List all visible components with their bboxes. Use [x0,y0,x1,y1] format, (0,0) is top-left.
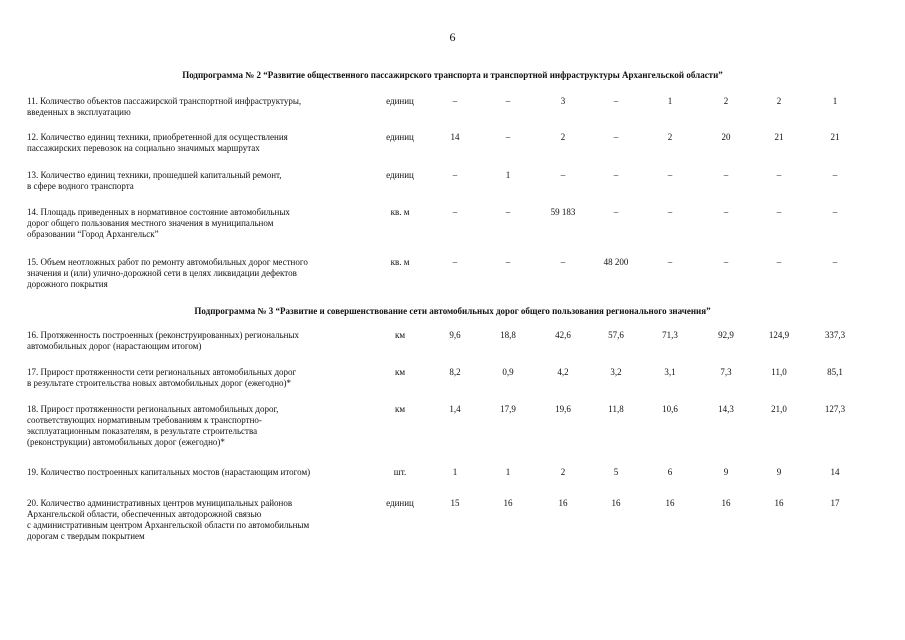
value-cell: 17 [830,498,840,508]
value-cell: – [723,257,729,267]
value-cell: 59 183 [550,207,576,217]
value-cell: – [667,207,673,217]
value-cell: 16 [721,498,731,508]
indicator-description: 20. Количество административных центров муниципальных районов Архангельской области, обеспеченных автодорожной связью с административным центром Архангельской области по автомобильным дорогам с твердым покрытием [27,498,310,541]
value-cell: – [723,207,729,217]
value-cell: 11,0 [771,367,787,377]
value-cell: 1 [667,96,673,106]
unit-cell: км [394,367,406,377]
value-cell: 14 [830,467,840,477]
value-cell: 9 [776,467,782,477]
value-cell: – [452,207,458,217]
indicator-description: 12. Количество единиц техники, приобретенной для осуществления пассажирских перевозок на социально значимых маршрутах [27,132,288,153]
value-cell: – [560,257,566,267]
value-cell: 17,9 [500,404,516,414]
value-cell: 5 [613,467,619,477]
value-cell: 6 [667,467,673,477]
value-cell: – [505,132,511,142]
value-cell: – [667,170,673,180]
unit-cell: единиц [386,132,414,142]
value-cell: 3 [560,96,566,106]
value-cell: – [667,257,673,267]
unit-cell: кв. м [390,257,410,267]
value-cell: 18,8 [500,330,516,340]
indicator-description: 17. Прирост протяженности сети региональных автомобильных дорог в результате строительства новых автомобильных дорог (ежегодно)* [27,367,297,388]
unit-cell: единиц [386,96,414,106]
value-cell: 1 [505,170,511,180]
indicator-description: 15. Объем неотложных работ по ремонту автомобильных дорог местного значения и (или) улично-дорожной сети в целях ликвидации дефектов дорожного покрытия [27,257,308,289]
value-cell: 48 200 [603,257,629,267]
value-cell: – [505,207,511,217]
value-cell: 2 [667,132,673,142]
value-cell: – [776,257,782,267]
value-cell: 19,6 [555,404,571,414]
value-cell: 42,6 [555,330,571,340]
value-cell: 92,9 [718,330,734,340]
value-cell: – [613,207,619,217]
value-cell: 20 [721,132,731,142]
value-cell: 16 [558,498,568,508]
value-cell: 1 [832,96,838,106]
unit-cell: кв. м [390,207,410,217]
value-cell: – [832,170,838,180]
value-cell: – [776,207,782,217]
indicator-description: 18. Прирост протяженности региональных автомобильных дорог, соответствующих нормативным требованиям к транспортно- эксплуатационным показателям, в результате строительства (реконструкции) автомобильных дорог (ежегодно)* [27,404,279,447]
value-cell: 9,6 [449,330,461,340]
indicator-description: 16. Протяженность построенных (реконструированных) региональных автомобильных дорог (нарастающим итогом) [27,330,300,351]
value-cell: 4,2 [557,367,569,377]
value-cell: – [505,257,511,267]
value-cell: 21 [830,132,840,142]
value-cell: 0,9 [502,367,514,377]
value-cell: – [723,170,729,180]
unit-cell: шт. [393,467,407,477]
value-cell: 85,1 [827,367,843,377]
value-cell: 71,3 [662,330,678,340]
value-cell: 127,3 [824,404,846,414]
value-cell: – [505,96,511,106]
value-cell: 21,0 [771,404,787,414]
value-cell: 15 [450,498,460,508]
value-cell: 16 [611,498,621,508]
value-cell: – [560,170,566,180]
value-cell: – [776,170,782,180]
section-title-subprogram-2: Подпрограмма № 2 “Развитие общественного пассажирского транспорта и транспортной инфраструктуры Архангельской области” [182,70,723,80]
value-cell: 57,6 [608,330,624,340]
value-cell: 8,2 [449,367,461,377]
value-cell: 3,2 [610,367,622,377]
value-cell: 16 [774,498,784,508]
value-cell: – [452,96,458,106]
value-cell: 1 [505,467,511,477]
value-cell: – [613,132,619,142]
value-cell: 11,8 [608,404,624,414]
indicator-description: 19. Количество построенных капитальных мостов (нарастающим итогом) [27,467,311,477]
indicator-description: 14. Площадь приведенных в нормативное состояние автомобильных дорог общего пользования местного значения в муниципальном образовании “Город Архангельск” [27,207,290,239]
value-cell: 10,6 [662,404,678,414]
value-cell: 14,3 [718,404,734,414]
unit-cell: единиц [386,498,414,508]
value-cell: – [613,96,619,106]
value-cell: 3,1 [664,367,676,377]
value-cell: – [452,170,458,180]
page-number: 6 [449,30,456,44]
value-cell: 9 [723,467,729,477]
section-title-subprogram-3: Подпрограмма № 3 “Развитие и совершенствование сети автомобильных дорог общего пользования регионального значения” [194,306,711,316]
indicator-description: 11. Количество объектов пассажирской транспортной инфраструктуры, введенных в эксплуатацию [27,96,302,117]
value-cell: – [832,207,838,217]
value-cell: 14 [450,132,460,142]
value-cell: 16 [665,498,675,508]
value-cell: 2 [560,467,566,477]
value-cell: 16 [503,498,513,508]
value-cell: 337,3 [824,330,846,340]
value-cell: 2 [560,132,566,142]
unit-cell: км [394,404,406,414]
value-cell: 124,9 [768,330,790,340]
value-cell: 2 [776,96,782,106]
indicator-description: 13. Количество единиц техники, прошедшей капитальный ремонт, в сфере водного транспорта [27,170,282,191]
unit-cell: единиц [386,170,414,180]
value-cell: 7,3 [720,367,732,377]
value-cell: – [832,257,838,267]
value-cell: – [613,170,619,180]
value-cell: 1 [452,467,458,477]
unit-cell: км [394,330,406,340]
value-cell: – [452,257,458,267]
value-cell: 21 [774,132,784,142]
value-cell: 2 [723,96,729,106]
value-cell: 1,4 [449,404,461,414]
